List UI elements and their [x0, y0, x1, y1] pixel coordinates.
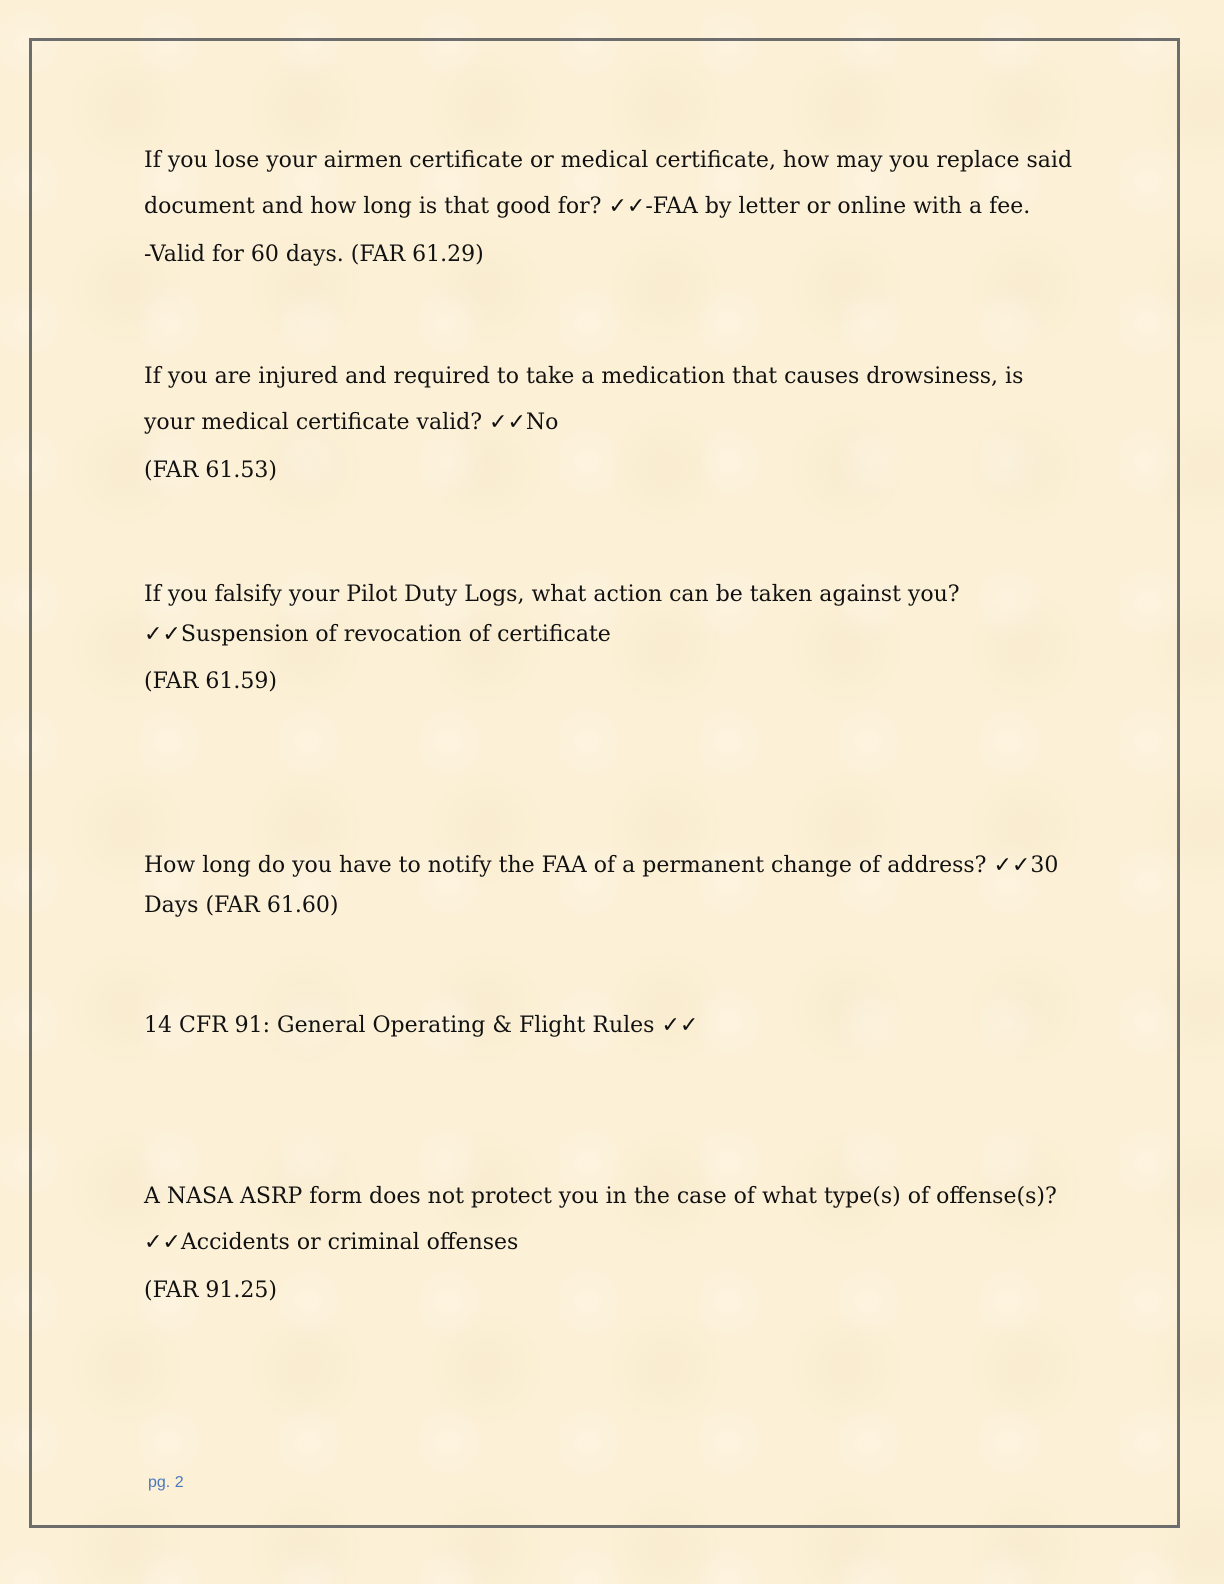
- section-heading-text: [144, 1006, 1074, 1046]
- qa-item-change-of-address: [144, 846, 1074, 926]
- question-text: [144, 846, 1074, 926]
- qa-item-falsify-logs: [144, 575, 1074, 697]
- answer: 30 Days (FAR 61.60): [144, 853, 1059, 918]
- qa-item-nasa-asrp: [144, 1174, 1074, 1306]
- section-title: 14 CFR 91: General Operating & Flight Rules: [144, 1013, 655, 1038]
- answer: -FAA by letter or online with a fee.: [645, 194, 1031, 219]
- double-check-icon: ✓✓: [144, 1230, 181, 1255]
- double-check-icon: ✓✓: [661, 1013, 699, 1038]
- double-check-icon: ✓✓: [489, 410, 526, 435]
- question: How long do you have to notify the FAA of a permanent change of address?: [144, 853, 987, 878]
- question-text: [144, 1174, 1074, 1266]
- question-text: [144, 575, 1074, 655]
- question-text: [144, 354, 1074, 446]
- question: A NASA ASRP form does not protect you in the case of what type(s) of offense(s)?: [144, 1184, 1057, 1209]
- answer: Accidents or criminal offenses: [180, 1230, 519, 1255]
- qa-item-medication: [144, 354, 1074, 486]
- double-check-icon: ✓✓: [993, 853, 1031, 878]
- reference: -Valid for 60 days. (FAR 61.29): [144, 242, 484, 267]
- question-text: [144, 138, 1074, 230]
- reference: (FAR 91.25): [144, 1278, 277, 1303]
- page-number: pg. 2: [148, 1474, 184, 1491]
- qa-item-replace-certificate: [144, 138, 1074, 270]
- answer: No: [525, 410, 559, 435]
- double-check-icon: ✓✓: [144, 622, 181, 647]
- question: If you are injured and required to take a medication that causes drowsiness, is your medical certificate valid?: [144, 364, 1024, 435]
- question: If you lose your airmen certificate or medical certificate, how may you replace said document and how long is that good for?: [144, 148, 1073, 219]
- reference: (FAR 61.53): [144, 458, 277, 483]
- section-heading: [144, 1006, 1074, 1046]
- double-check-icon: ✓✓: [608, 194, 646, 219]
- reference: (FAR 61.59): [144, 669, 277, 694]
- question: If you falsify your Pilot Duty Logs, what action can be taken against you?: [144, 582, 960, 607]
- answer: Suspension of revocation of certificate: [180, 622, 611, 647]
